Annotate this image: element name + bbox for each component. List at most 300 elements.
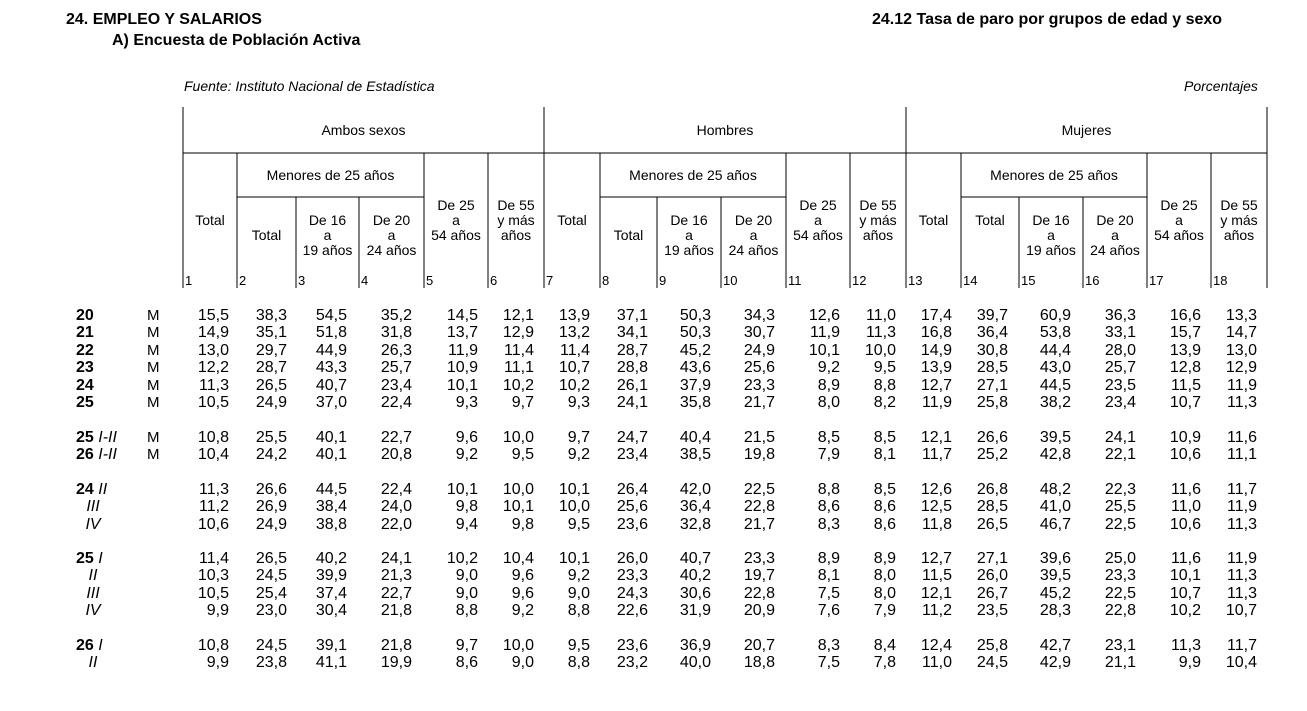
table-cell: 22,5 bbox=[1104, 515, 1136, 533]
table-cell: 10,4 bbox=[1225, 654, 1257, 672]
table-cell: 25,2 bbox=[976, 446, 1008, 464]
col-header-55-plus: De 55 y más años bbox=[497, 197, 535, 243]
table-cell: 7,8 bbox=[873, 654, 896, 672]
table-cell: 9,5 bbox=[567, 637, 590, 654]
table-cell: 10,7 bbox=[1225, 602, 1257, 620]
table-cell: 11,9 bbox=[810, 324, 840, 342]
table-cell: 12,7 bbox=[920, 376, 952, 394]
table-cell: 38,3 bbox=[255, 307, 287, 324]
table-cell: 23,3 bbox=[743, 550, 775, 567]
col-number: 2 bbox=[239, 273, 247, 288]
row-period: IV bbox=[85, 602, 101, 620]
table-cell: 37,4 bbox=[315, 584, 347, 602]
col-header-20-24: De 20 a 24 años bbox=[728, 212, 779, 258]
table-cell: 8,3 bbox=[817, 637, 840, 654]
table-cell: 21,5 bbox=[743, 429, 775, 446]
table-cell: 10,0 bbox=[502, 637, 534, 654]
row-group bbox=[0, 307, 1307, 411]
table-cell: 8,9 bbox=[817, 376, 840, 394]
table-cell: 48,2 bbox=[1039, 481, 1071, 498]
table-cell: 9,0 bbox=[567, 584, 590, 602]
table-cell: 23,3 bbox=[616, 567, 648, 585]
table-cell: 21,8 bbox=[380, 637, 412, 654]
table-cell: 23,0 bbox=[255, 602, 287, 620]
table-cell: 25,6 bbox=[743, 359, 775, 377]
row-label bbox=[76, 342, 136, 359]
table-cell: 21,3 bbox=[380, 567, 412, 585]
table-row bbox=[0, 516, 1307, 533]
row-year: 23 bbox=[76, 359, 94, 377]
table-cell: 10,8 bbox=[197, 637, 229, 654]
row-label bbox=[76, 481, 136, 498]
table-cell: 11,4 bbox=[560, 341, 590, 359]
table-cell: 50,3 bbox=[679, 324, 711, 342]
table-cell: 10,0 bbox=[502, 481, 534, 498]
table-cell: 40,2 bbox=[315, 550, 347, 567]
row-label bbox=[76, 377, 136, 394]
table-cell: 39,9 bbox=[315, 567, 347, 585]
table-cell: 8,5 bbox=[817, 429, 840, 446]
table-cell: 10,1 bbox=[446, 376, 478, 394]
table-cell: 9,2 bbox=[511, 602, 534, 620]
table-cell: 11,2 bbox=[922, 602, 952, 620]
table-cell: 8,3 bbox=[817, 515, 840, 533]
table-cell: 44,4 bbox=[1039, 341, 1071, 359]
table-cell: 11,3 bbox=[199, 481, 229, 498]
table-cell: 11,0 bbox=[1171, 498, 1201, 516]
table-cell: 40,1 bbox=[315, 429, 347, 446]
table-cell: 8,5 bbox=[873, 481, 896, 498]
table-cell: 10,5 bbox=[197, 584, 229, 602]
table-cell: 8,1 bbox=[873, 446, 896, 464]
table-row bbox=[0, 342, 1307, 359]
col-header-20-24: De 20 a 24 años bbox=[1090, 212, 1140, 258]
table-cell: 8,8 bbox=[567, 654, 590, 672]
table-cell: 38,2 bbox=[1039, 393, 1071, 411]
table-row bbox=[0, 359, 1307, 376]
table-cell: 37,0 bbox=[315, 393, 347, 411]
table-cell: 10,2 bbox=[502, 376, 534, 394]
table-cell: 24,0 bbox=[380, 498, 412, 516]
table-cell: 13,0 bbox=[1225, 341, 1257, 359]
table-cell: 39,5 bbox=[1039, 429, 1071, 446]
table-cell: 42,9 bbox=[1039, 654, 1071, 672]
row-period: I bbox=[98, 550, 103, 567]
table-cell: 42,0 bbox=[679, 481, 711, 498]
row-group bbox=[0, 550, 1307, 620]
row-flag: M bbox=[147, 341, 160, 359]
table-cell: 14,9 bbox=[197, 324, 229, 342]
row-flag: M bbox=[147, 359, 160, 377]
table-cell: 10,6 bbox=[1169, 446, 1201, 464]
table-cell: 8,0 bbox=[873, 584, 896, 602]
col-header-25-54: De 25 a 54 años bbox=[431, 197, 481, 243]
table-cell: 17,4 bbox=[920, 307, 952, 324]
row-label bbox=[76, 307, 136, 324]
table-cell: 28,5 bbox=[976, 359, 1008, 377]
table-cell: 22,5 bbox=[743, 481, 775, 498]
col-number: 3 bbox=[298, 273, 306, 288]
table-cell: 11,5 bbox=[1171, 376, 1201, 394]
table-row bbox=[0, 654, 1307, 671]
table-row bbox=[0, 377, 1307, 394]
row-period: II bbox=[98, 481, 108, 498]
table-cell: 54,5 bbox=[315, 307, 347, 324]
row-period: III bbox=[86, 584, 100, 602]
table-cell: 53,8 bbox=[1039, 324, 1071, 342]
table-cell: 23,6 bbox=[616, 637, 648, 654]
table-cell: 11,6 bbox=[1171, 550, 1201, 567]
table-cell: 26,5 bbox=[255, 376, 287, 394]
table-cell: 12,1 bbox=[502, 307, 534, 324]
col-number: 12 bbox=[852, 273, 867, 288]
table-cell: 9,3 bbox=[567, 393, 590, 411]
table-cell: 35,2 bbox=[380, 307, 412, 324]
table-cell: 43,0 bbox=[1039, 359, 1071, 377]
menores-header: Menores de 25 años bbox=[266, 167, 395, 183]
table-cell: 21,7 bbox=[743, 393, 775, 411]
table-cell: 25,5 bbox=[1104, 498, 1136, 516]
table-cell: 9,5 bbox=[511, 446, 534, 464]
source-note: Fuente: Instituto Nacional de Estadística bbox=[184, 78, 435, 94]
table-cell: 23,1 bbox=[1104, 637, 1136, 654]
table-cell: 9,6 bbox=[455, 429, 478, 446]
table-cell: 19,7 bbox=[743, 567, 775, 585]
col-header-subtotal: Total bbox=[975, 212, 1005, 228]
table-cell: 24,1 bbox=[380, 550, 412, 567]
table-cell: 23,5 bbox=[976, 602, 1008, 620]
table-row bbox=[0, 307, 1307, 324]
table-cell: 26,0 bbox=[976, 567, 1008, 585]
table-cell: 19,9 bbox=[380, 654, 412, 672]
col-header-total: Total bbox=[918, 212, 949, 228]
table-cell: 10,2 bbox=[446, 550, 478, 567]
table-row bbox=[0, 550, 1307, 567]
col-header-20-24: De 20 a 24 años bbox=[366, 212, 417, 258]
table-row bbox=[0, 498, 1307, 515]
row-flag: M bbox=[147, 446, 160, 464]
table-cell: 10,2 bbox=[558, 376, 590, 394]
table-title: 24.12 Tasa de paro por grupos de edad y sexo bbox=[872, 11, 1223, 28]
table-cell: 23,3 bbox=[1104, 567, 1136, 585]
table-cell: 38,5 bbox=[679, 446, 711, 464]
table-cell: 11,0 bbox=[922, 654, 952, 672]
table-cell: 40,1 bbox=[315, 446, 347, 464]
table-cell: 11,7 bbox=[922, 446, 952, 464]
table-cell: 9,5 bbox=[873, 359, 896, 377]
table-cell: 11,8 bbox=[922, 515, 952, 533]
row-period: II bbox=[88, 567, 98, 585]
table-cell: 11,2 bbox=[199, 498, 229, 516]
table-cell: 10,0 bbox=[864, 341, 896, 359]
table-cell: 25,8 bbox=[976, 393, 1008, 411]
table-cell: 36,4 bbox=[976, 324, 1008, 342]
table-cell: 9,2 bbox=[567, 446, 590, 464]
row-label bbox=[76, 585, 136, 602]
row-year: 25 bbox=[76, 393, 94, 411]
row-label bbox=[76, 324, 136, 341]
col-number: 10 bbox=[723, 273, 738, 288]
table-cell: 30,8 bbox=[976, 341, 1008, 359]
table-cell: 11,4 bbox=[504, 341, 534, 359]
table-cell: 22,8 bbox=[743, 584, 775, 602]
table-cell: 27,1 bbox=[976, 550, 1008, 567]
row-year: 26 bbox=[76, 446, 94, 464]
group-header-hombres: Hombres bbox=[696, 122, 754, 138]
col-number: 8 bbox=[602, 273, 610, 288]
table-cell: 8,9 bbox=[817, 550, 840, 567]
table-cell: 44,5 bbox=[315, 481, 347, 498]
table-cell: 30,7 bbox=[743, 324, 775, 342]
table-cell: 25,7 bbox=[380, 359, 412, 377]
row-label bbox=[76, 359, 136, 376]
table-cell: 9,7 bbox=[511, 393, 534, 411]
table-cell: 31,9 bbox=[679, 602, 711, 620]
row-label bbox=[76, 446, 136, 463]
row-year: 26 bbox=[76, 637, 94, 654]
table-cell: 10,0 bbox=[558, 498, 590, 516]
table-cell: 39,6 bbox=[1039, 550, 1071, 567]
table-cell: 11,7 bbox=[1227, 481, 1257, 498]
col-number: 5 bbox=[426, 273, 434, 288]
table-cell: 13,9 bbox=[920, 359, 952, 377]
table-cell: 11,4 bbox=[199, 550, 229, 567]
table-cell: 10,1 bbox=[558, 550, 590, 567]
col-header-total: Total bbox=[195, 212, 225, 228]
table-cell: 24,9 bbox=[255, 515, 287, 533]
table-cell: 13,3 bbox=[1225, 307, 1257, 324]
table-cell: 38,8 bbox=[315, 515, 347, 533]
table-cell: 45,2 bbox=[679, 341, 711, 359]
table-cell: 10,8 bbox=[197, 429, 229, 446]
col-header-55-plus: De 55 y más años bbox=[1220, 197, 1258, 243]
table-cell: 11,9 bbox=[1227, 550, 1257, 567]
table-cell: 40,4 bbox=[679, 429, 711, 446]
table-row bbox=[0, 637, 1307, 654]
table-cell: 26,0 bbox=[616, 550, 648, 567]
table-cell: 22,0 bbox=[380, 515, 412, 533]
table-cell: 36,9 bbox=[679, 637, 711, 654]
table-row bbox=[0, 324, 1307, 341]
table-cell: 24,3 bbox=[616, 584, 648, 602]
table-cell: 33,1 bbox=[1104, 324, 1136, 342]
table-cell: 8,5 bbox=[873, 429, 896, 446]
table-cell: 11,3 bbox=[1227, 584, 1257, 602]
table-cell: 8,8 bbox=[873, 376, 896, 394]
table-cell: 10,4 bbox=[502, 550, 534, 567]
table-cell: 9,0 bbox=[455, 567, 478, 585]
row-flag: M bbox=[147, 307, 160, 324]
table-cell: 11,6 bbox=[1171, 481, 1201, 498]
table-cell: 12,2 bbox=[197, 359, 229, 377]
table-cell: 22,4 bbox=[380, 481, 412, 498]
table-cell: 28,7 bbox=[255, 359, 287, 377]
table-cell: 30,4 bbox=[315, 602, 347, 620]
table-cell: 13,7 bbox=[446, 324, 478, 342]
table-cell: 26,6 bbox=[976, 429, 1008, 446]
table-cell: 39,5 bbox=[1039, 567, 1071, 585]
row-group bbox=[0, 481, 1307, 533]
table-cell: 31,8 bbox=[380, 324, 412, 342]
row-flag: M bbox=[147, 393, 160, 411]
row-label bbox=[76, 637, 136, 654]
table-cell: 8,1 bbox=[817, 567, 840, 585]
col-number: 4 bbox=[361, 273, 369, 288]
table-cell: 22,1 bbox=[1104, 446, 1136, 464]
table-cell: 9,8 bbox=[455, 498, 478, 516]
menores-header: Menores de 25 años bbox=[990, 167, 1118, 183]
table-cell: 26,7 bbox=[976, 584, 1008, 602]
table-cell: 41,1 bbox=[315, 654, 347, 672]
table-cell: 22,6 bbox=[616, 602, 648, 620]
col-number: 7 bbox=[546, 273, 554, 288]
table-cell: 9,2 bbox=[567, 567, 590, 585]
table-cell: 11,1 bbox=[1227, 446, 1257, 464]
col-header-16-19: De 16 a 19 años bbox=[1026, 212, 1076, 258]
table-cell: 15,5 bbox=[197, 307, 229, 324]
table-cell: 24,9 bbox=[255, 393, 287, 411]
table-cell: 12,9 bbox=[502, 324, 534, 342]
table-cell: 8,6 bbox=[873, 515, 896, 533]
row-year: 25 bbox=[76, 550, 94, 567]
table-cell: 24,5 bbox=[255, 567, 287, 585]
table-cell: 26,1 bbox=[616, 376, 648, 394]
col-number: 14 bbox=[963, 273, 978, 288]
table-cell: 11,3 bbox=[1171, 637, 1201, 654]
table-cell: 7,5 bbox=[817, 584, 840, 602]
col-number: 11 bbox=[788, 273, 802, 288]
table-cell: 9,9 bbox=[206, 602, 229, 620]
table-cell: 11,3 bbox=[1227, 567, 1257, 585]
table-cell: 22,4 bbox=[380, 393, 412, 411]
row-period: IV bbox=[85, 515, 101, 533]
table-cell: 11,9 bbox=[1227, 376, 1257, 394]
table-cell: 46,7 bbox=[1039, 515, 1071, 533]
col-header-total: Total bbox=[557, 212, 587, 228]
table-cell: 10,6 bbox=[1169, 515, 1201, 533]
table-cell: 24,1 bbox=[1104, 429, 1136, 446]
table-cell: 41,0 bbox=[1039, 498, 1071, 516]
table-cell: 16,6 bbox=[1169, 307, 1201, 324]
table-cell: 26,5 bbox=[255, 550, 287, 567]
col-header-subtotal: Total bbox=[251, 227, 282, 243]
col-header-55-plus: De 55 y más años bbox=[859, 197, 897, 243]
table-row bbox=[0, 446, 1307, 463]
table-cell: 23,5 bbox=[1104, 376, 1136, 394]
table-cell: 60,9 bbox=[1039, 307, 1071, 324]
table-cell: 13,2 bbox=[558, 324, 590, 342]
table-cell: 10,1 bbox=[502, 498, 534, 516]
table-cell: 10,4 bbox=[197, 446, 229, 464]
table-cell: 7,9 bbox=[873, 602, 896, 620]
table-cell: 10,7 bbox=[1169, 584, 1201, 602]
table-cell: 23,2 bbox=[616, 654, 648, 672]
row-label bbox=[76, 654, 136, 671]
table-cell: 10,9 bbox=[446, 359, 478, 377]
table-cell: 9,6 bbox=[511, 584, 534, 602]
col-number: 18 bbox=[1213, 273, 1228, 288]
table-cell: 7,6 bbox=[817, 602, 840, 620]
table-cell: 43,3 bbox=[315, 359, 347, 377]
table-cell: 10,3 bbox=[197, 567, 229, 585]
table-cell: 35,1 bbox=[255, 324, 287, 342]
table-cell: 35,8 bbox=[679, 393, 711, 411]
table-cell: 8,8 bbox=[455, 602, 478, 620]
table-cell: 22,8 bbox=[1104, 602, 1136, 620]
table-cell: 44,5 bbox=[1039, 376, 1071, 394]
table-cell: 34,3 bbox=[743, 307, 775, 324]
table-row bbox=[0, 394, 1307, 411]
row-period: II bbox=[88, 654, 98, 672]
table-row bbox=[0, 567, 1307, 584]
table-cell: 9,8 bbox=[511, 515, 534, 533]
table-cell: 40,0 bbox=[679, 654, 711, 672]
table-cell: 11,9 bbox=[1227, 498, 1257, 516]
table-cell: 8,6 bbox=[817, 498, 840, 516]
row-period: III bbox=[86, 498, 100, 516]
table-cell: 23,3 bbox=[743, 376, 775, 394]
table-cell: 24,2 bbox=[255, 446, 287, 464]
table-cell: 9,0 bbox=[511, 654, 534, 672]
table-cell: 25,5 bbox=[255, 429, 287, 446]
table-cell: 11,3 bbox=[1227, 393, 1257, 411]
table-row bbox=[0, 429, 1307, 446]
table-cell: 23,4 bbox=[1104, 393, 1136, 411]
table-cell: 9,9 bbox=[206, 654, 229, 672]
table-cell: 11,3 bbox=[199, 376, 229, 394]
col-number: 15 bbox=[1021, 273, 1036, 288]
row-year: 20 bbox=[76, 307, 94, 324]
table-cell: 51,8 bbox=[315, 324, 347, 342]
row-label bbox=[76, 602, 136, 619]
table-cell: 9,5 bbox=[567, 515, 590, 533]
table-cell: 10,9 bbox=[1169, 429, 1201, 446]
table-cell: 7,9 bbox=[817, 446, 840, 464]
table-cell: 20,8 bbox=[380, 446, 412, 464]
table-cell: 7,5 bbox=[817, 654, 840, 672]
table-cell: 9,0 bbox=[455, 584, 478, 602]
table-cell: 10,0 bbox=[502, 429, 534, 446]
table-cell: 26,3 bbox=[380, 341, 412, 359]
table-cell: 37,1 bbox=[616, 307, 648, 324]
table-cell: 10,6 bbox=[197, 515, 229, 533]
col-header-25-54: De 25 a 54 años bbox=[793, 197, 843, 243]
table-cell: 26,4 bbox=[616, 481, 648, 498]
table-cell: 40,7 bbox=[679, 550, 711, 567]
table-cell: 8,9 bbox=[873, 550, 896, 567]
table-cell: 36,3 bbox=[1104, 307, 1136, 324]
table-cell: 11,9 bbox=[448, 341, 478, 359]
row-year: 25 bbox=[76, 429, 94, 446]
row-year: 21 bbox=[76, 324, 94, 342]
table-cell: 10,2 bbox=[1169, 602, 1201, 620]
table-cell: 29,7 bbox=[255, 341, 287, 359]
table-cell: 25,8 bbox=[976, 637, 1008, 654]
table-cell: 36,4 bbox=[679, 498, 711, 516]
table-cell: 24,9 bbox=[743, 341, 775, 359]
table-cell: 28,0 bbox=[1104, 341, 1136, 359]
table-cell: 11,0 bbox=[866, 307, 896, 324]
col-header-subtotal: Total bbox=[613, 227, 644, 243]
table-cell: 13,9 bbox=[1169, 341, 1201, 359]
col-number: 13 bbox=[908, 273, 923, 288]
table-cell: 30,6 bbox=[679, 584, 711, 602]
table-row bbox=[0, 602, 1307, 619]
table-cell: 45,2 bbox=[1039, 584, 1071, 602]
table-cell: 12,6 bbox=[808, 307, 840, 324]
row-year: 24 bbox=[76, 376, 94, 394]
col-number: 1 bbox=[185, 273, 193, 288]
